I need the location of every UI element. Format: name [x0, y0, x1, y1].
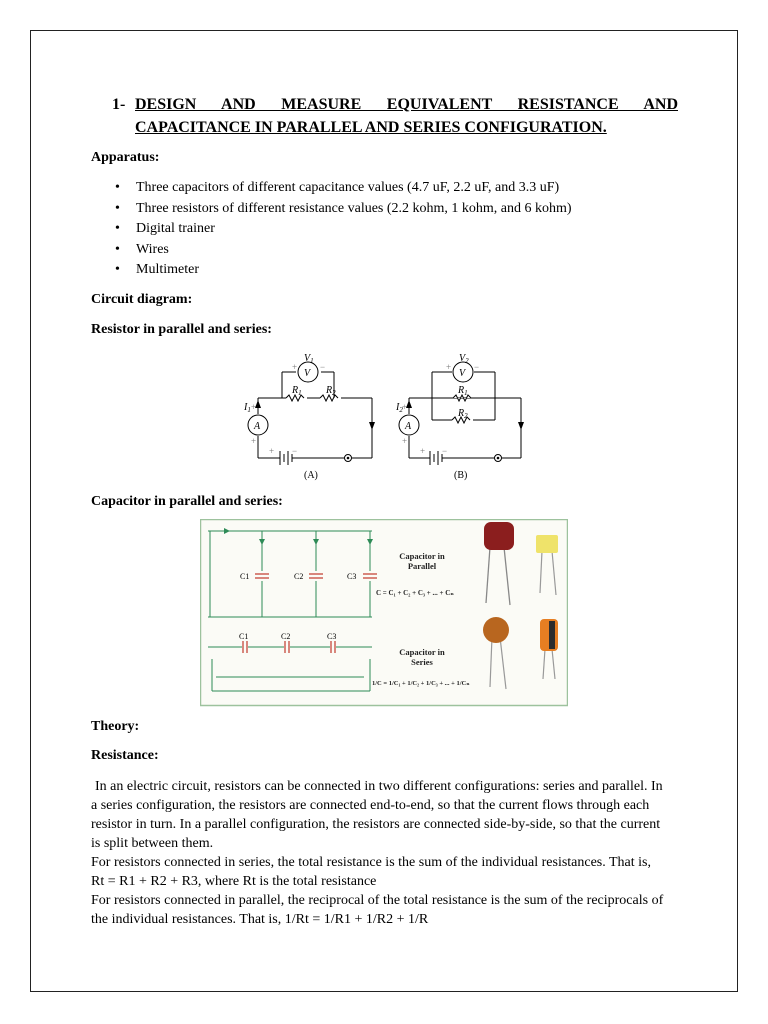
circuit-heading: Circuit diagram: [91, 292, 193, 307]
svg-text:+: + [402, 436, 408, 446]
capacitor-figure [200, 519, 568, 707]
svg-text:C3: C3 [347, 572, 357, 581]
svg-text:C2: C2 [294, 572, 304, 581]
bullet-icon: • [115, 221, 120, 236]
svg-text:C1: C1 [239, 632, 249, 641]
svg-text:−: − [442, 446, 448, 456]
bullet-icon: • [115, 262, 120, 277]
svg-text:Series: Series [411, 657, 433, 667]
apparatus-heading: Apparatus: [91, 150, 160, 165]
svg-text:+: + [269, 446, 275, 456]
resistor-circuit-diagram [236, 350, 536, 484]
bullet-icon: • [115, 241, 120, 257]
bullet-icon: • [115, 180, 120, 195]
list-item: • Wires [91, 240, 572, 261]
svg-text:C1: C1 [240, 572, 250, 581]
theory-body [91, 777, 666, 929]
svg-text:A: A [405, 421, 412, 432]
svg-text:I2: $I_2$ [396, 402, 403, 414]
title-line-2: CAPACITANCE IN PARALLEL AND SERIES CONFIGURATION. [135, 119, 607, 136]
svg-text:−: − [474, 362, 480, 372]
title-line-1: DESIGN AND MEASURE EQUIVALENT RESISTANCE AND [135, 96, 678, 113]
svg-text:I1: $I_1$ [244, 402, 251, 414]
caption-b: (B) [454, 470, 468, 481]
caption-a: (A) [304, 470, 318, 481]
svg-text:V1: $V_1$ [304, 353, 314, 365]
svg-text:+: + [251, 402, 257, 412]
resistor-heading: Resistor in parallel and series: [91, 322, 272, 337]
resistance-heading: Resistance: [91, 748, 159, 763]
arrow-down-icon [369, 422, 375, 430]
svg-text:Capacitor in: Capacitor in [399, 551, 445, 561]
apparatus-list [91, 178, 572, 281]
theory-paragraph: For resistors connected in parallel, the reciprocal of the total resistance is the sum of the reciprocals of the individual resistances. That is, 1/Rt = 1/R1 + 1/R2 + 1/R [91, 893, 664, 927]
ceramic-capacitor-icon [483, 617, 509, 643]
svg-text:R1: $R_1$ [292, 385, 302, 397]
theory-heading: Theory: [91, 719, 140, 734]
svg-text:R1: $R_1$ [458, 385, 468, 397]
svg-text:R2: $R_2$ [458, 408, 468, 420]
svg-text:V: V [459, 368, 466, 379]
arrow-down-icon [518, 422, 524, 430]
svg-text:R2: $R_2$ [326, 385, 336, 397]
bullet-icon: • [115, 200, 120, 216]
svg-text:+: + [402, 402, 408, 412]
svg-text:V: V [304, 368, 311, 379]
svg-text:Parallel: Parallel [407, 561, 437, 571]
svg-text:+: + [420, 446, 426, 456]
svg-text:+: + [446, 362, 452, 372]
svg-text:1/C = 1/C₁ + 1/C₂ + 1/C₃ + ...: 1/C = 1/C₁ + 1/C₂ + 1/C₃ + ... + 1/Cₙ [372, 680, 470, 687]
svg-text:+: + [292, 362, 298, 372]
svg-text:C2: C2 [281, 632, 291, 641]
theory-paragraph: For resistors connected in series, the total resistance is the sum of the individual resistances. That is, Rt = R1 + R2 + R3, where Rt is the total resistance [91, 855, 651, 889]
theory-paragraph: In an electric circuit, resistors can be connected in two different configurations: series and parallel. In a series configuration, the resistors are connected end-to-end, so that the current flows through each resistor in turn. In a parallel configuration, the resistors are connected side-by-side, so that the current is split between them. [91, 779, 663, 851]
svg-text:−: − [320, 362, 326, 372]
title-number: 1- [112, 96, 126, 113]
box-capacitor-icon [536, 535, 558, 553]
svg-text:−: − [292, 446, 298, 456]
svg-text:A: A [254, 421, 261, 432]
capacitor-heading: Capacitor in parallel and series: [91, 494, 283, 509]
svg-text:V2: $V_2$ [459, 353, 469, 365]
list-item: • Digital trainer [91, 219, 572, 240]
svg-text:+: + [251, 436, 257, 446]
svg-text:C3: C3 [327, 632, 337, 641]
list-item: • Three capacitors of different capacitance values (4.7 uF, 2.2 uF, and 3.3 uF) [91, 178, 572, 199]
svg-text:C = C₁ + C₂ + C₃ + ... + Cₙ: C = C₁ + C₂ + C₃ + ... + Cₙ [376, 589, 454, 597]
polyester-capacitor-icon [484, 522, 514, 550]
list-item: • Multimeter [91, 260, 572, 281]
list-item: • Three resistors of different resistance values (2.2 kohm, 1 kohm, and 6 kohm) [91, 199, 572, 220]
svg-text:Capacitor in: Capacitor in [399, 647, 445, 657]
